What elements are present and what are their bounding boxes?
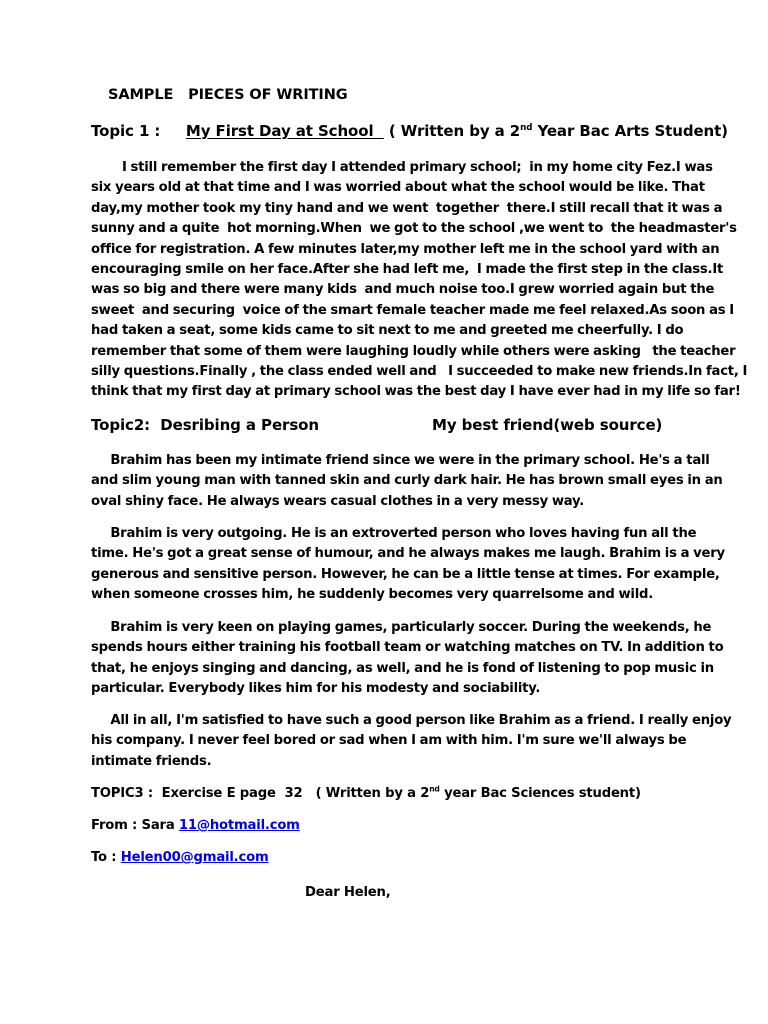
topic1-line: silly questions.Finally , the class ended well and I succeeded to make new friends.In fact, I	[91, 364, 748, 380]
topic1-label: Topic 1 :	[91, 122, 186, 140]
topic1-line: was so big and there were many kids and much noise too.I grew worried again but the	[91, 282, 715, 298]
topic2-line: Brahim is very keen on playing games, particularly soccer. During the weekends, he	[91, 620, 712, 635]
topic1-line: think that my first day at primary school was the best day I have ever had in my life so far!	[91, 384, 741, 400]
to-label: To :	[91, 850, 121, 865]
topic2-line: particular. Everybody likes him for his modesty and sociability.	[91, 681, 541, 697]
topic3-sup: nd	[429, 784, 440, 794]
topic1-line: day,my mother took my tiny hand and we went together there.I still recall that it was a	[91, 200, 723, 216]
topic2-line: intimate friends.	[91, 753, 212, 769]
topic2-line: time. He's got a great sense of humour, and he always makes me laugh. Brahim is a very	[91, 546, 725, 562]
topic2-line: spends hours either training his football team or watching matches on TV. In addition to	[91, 640, 724, 656]
topic1-line: encouraging smile on her face.After she had left me, I made the first step in the class.It	[91, 262, 724, 278]
topic1-note-prefix: ( Written by a 2	[383, 122, 521, 140]
topic1-title: My First Day at School	[185, 122, 384, 140]
from-line	[91, 818, 300, 833]
to-line	[91, 850, 269, 865]
topic1-line: had taken a seat, some kids came to sit next to me and greeted me cheerfully. I do	[91, 323, 684, 339]
topic2-line: his company. I never feel bored or sad when I am with him. I'm sure we'll always be	[91, 733, 687, 749]
topic3-prefix: TOPIC3 : Exercise E page 32 ( Written by a 2	[91, 786, 430, 801]
topic2-paragraph-2	[91, 524, 725, 606]
topic2-line: All in all, I'm satisfied to have such a good person like Brahim as a friend. I really enjoy	[91, 713, 732, 728]
topic3-heading	[91, 786, 641, 801]
topic2-paragraph-1	[91, 451, 723, 512]
document-title: SAMPLE PIECES OF WRITING	[108, 87, 348, 103]
topic1-line: sunny and a quite hot morning.When we got to the school ,we went to the headmaster's	[91, 221, 737, 237]
topic3-suffix: year Bac Sciences student)	[439, 786, 641, 801]
topic2-heading: Topic2: Desribing a Person	[91, 416, 319, 434]
topic1-line: I still remember the first day I attended primary school; in my home city Fez.I was	[91, 160, 713, 175]
topic1-note-sup: nd	[520, 123, 533, 133]
topic1-line: office for registration. A few minutes later,my mother left me in the school yard with an	[91, 241, 720, 257]
topic1-paragraph	[91, 158, 748, 403]
topic2-line: when someone crosses him, he suddenly becomes very quarrelsome and wild.	[91, 587, 654, 603]
topic1-note-suffix: Year Bac Arts Student)	[532, 122, 728, 140]
topic2-line: generous and sensitive person. However, he can be a little tense at times. For example,	[91, 566, 720, 582]
topic1-line: sweet and securing voice of the smart female teacher made me feel relaxed.As soon as I	[91, 302, 734, 318]
topic2-line: and slim young man with tanned skin and curly dark hair. He has brown small eyes in an	[91, 473, 723, 489]
topic1-line: six years old at that time and I was worried about what the school would be like. That	[91, 180, 705, 196]
topic2-source-label: My best friend(web source)	[432, 416, 663, 434]
topic2-line: Brahim is very outgoing. He is an extroverted person who loves having fun all the	[91, 526, 697, 541]
topic1-heading	[91, 122, 728, 140]
topic1-line: remember that some of them were laughing loudly while others were asking the teacher	[91, 343, 736, 359]
topic2-paragraph-3	[91, 618, 724, 700]
topic2-paragraph-4	[91, 711, 732, 772]
from-label: From : Sara	[91, 818, 179, 833]
topic2-line: oval shiny face. He always wears casual clothes in a very messy way.	[91, 493, 585, 509]
topic2-line: that, he enjoys singing and dancing, as well, and he is fond of listening to pop music in	[91, 660, 714, 676]
topic2-line: Brahim has been my intimate friend since we were in the primary school. He's a tall	[91, 453, 710, 468]
letter-greeting: Dear Helen,	[305, 885, 391, 900]
to-email-link[interactable]: Helen00@gmail.com	[120, 850, 269, 865]
from-email-link[interactable]: 11@hotmail.com	[178, 818, 300, 833]
